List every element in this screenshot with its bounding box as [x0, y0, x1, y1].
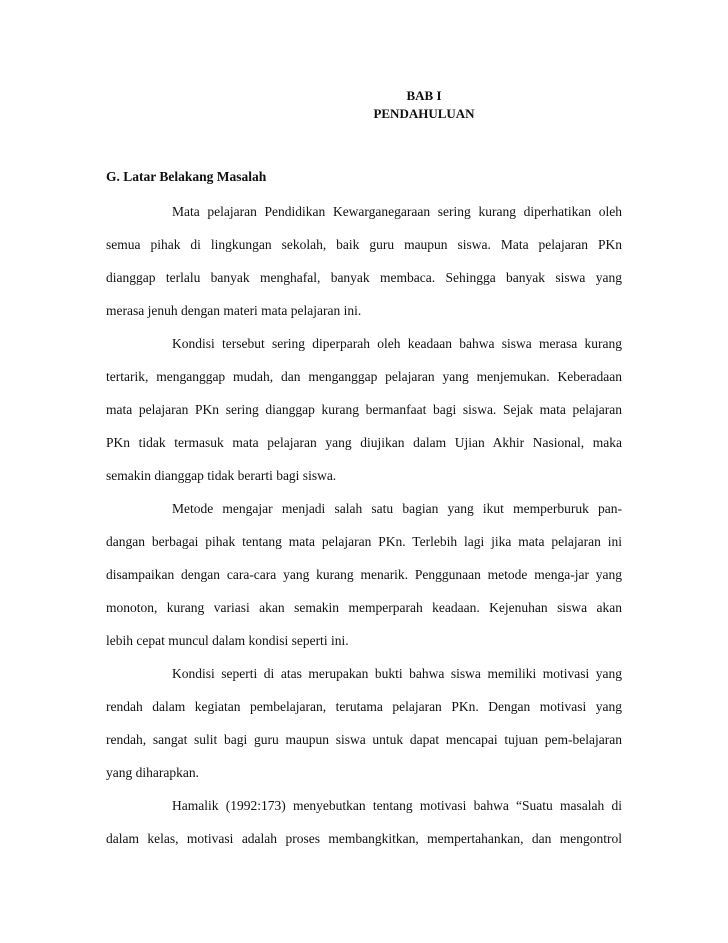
chapter-label: BAB I: [406, 88, 442, 103]
paragraph-line: lebih cepat muncul dalam kondisi seperti ini.: [106, 633, 349, 648]
paragraph-line: dangan berbagai pihak tentang mata pelajaran PKn. Terlebih lagi jika mata pelajaran ini: [106, 534, 622, 549]
paragraph-line: mata pelajaran PKn sering dianggap kurang bermanfaat bagi siswa. Sejak mata pelajaran: [106, 402, 622, 417]
paragraph-line: disampaikan dengan cara-cara yang kurang menarik. Penggunaan metode menga-jar yang: [106, 567, 622, 582]
paragraph-line: rendah dalam kegiatan pembelajaran, terutama pelajaran PKn. Dengan motivasi yang: [106, 699, 622, 714]
paragraph-line: semakin dianggap tidak berarti bagi siswa.: [106, 468, 337, 483]
paragraph-line: Mata pelajaran Pendidikan Kewarganegaraan sering kurang diperhatikan oleh: [172, 204, 622, 219]
paragraph-line: yang diharapkan.: [106, 765, 199, 780]
paragraph-line: Metode mengajar menjadi salah satu bagian yang ikut memperburuk pan-: [172, 501, 622, 516]
paragraph-line: dianggap terlalu banyak menghafal, banyak membaca. Sehingga banyak siswa yang: [106, 270, 622, 285]
section-heading: G. Latar Belakang Masalah: [106, 169, 267, 184]
chapter-title: PENDAHULUAN: [373, 106, 475, 121]
paragraph-line: merasa jenuh dengan materi mata pelajaran ini.: [106, 303, 362, 318]
paragraph-line: Kondisi seperti di atas merupakan bukti bahwa siswa memiliki motivasi yang: [172, 666, 622, 681]
paragraph-line: tertarik, menganggap mudah, dan menganggap pelajaran yang menjemukan. Keberadaan: [106, 369, 622, 384]
paragraph-line: monoton, kurang variasi akan semakin memperparah keadaan. Kejenuhan siswa akan: [106, 600, 622, 615]
paragraph-line: PKn tidak termasuk mata pelajaran yang diujikan dalam Ujian Akhir Nasional, maka: [106, 435, 622, 450]
paragraph-line: semua pihak di lingkungan sekolah, baik guru maupun siswa. Mata pelajaran PKn: [106, 237, 622, 252]
paragraph-line: Kondisi tersebut sering diperparah oleh keadaan bahwa siswa merasa kurang: [172, 336, 622, 351]
paragraph-line: dalam kelas, motivasi adalah proses membangkitkan, mempertahankan, dan mengontrol: [106, 831, 622, 846]
paragraph-line: rendah, sangat sulit bagi guru maupun siswa untuk dapat mencapai tujuan pem-belajaran: [106, 732, 622, 747]
paragraph-line: Hamalik (1992:173) menyebutkan tentang motivasi bahwa “Suatu masalah di: [172, 798, 622, 813]
